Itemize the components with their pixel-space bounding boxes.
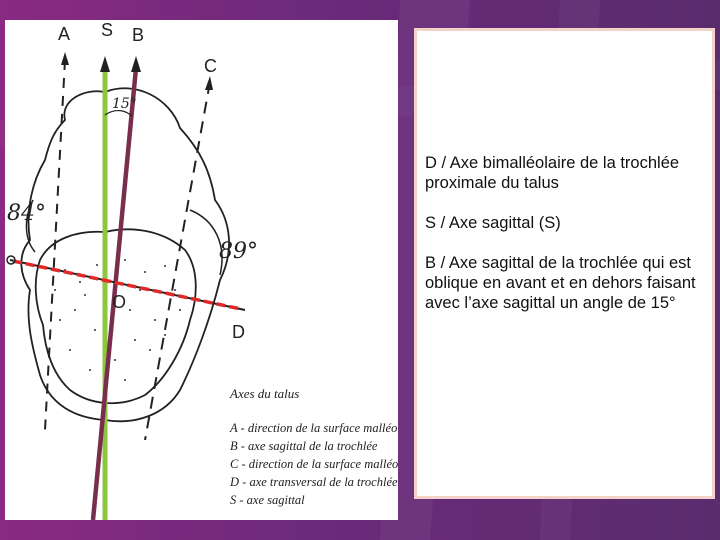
paragraph-s-axis: S / Axe sagittal (S) bbox=[425, 214, 561, 232]
label-s: S bbox=[101, 20, 114, 40]
talus-figure bbox=[5, 20, 398, 520]
angle-15-label: 15° bbox=[112, 96, 137, 112]
angle-89-label: 89° bbox=[219, 239, 258, 264]
legend-item: C - direction de la surface malléo bbox=[230, 457, 398, 471]
label-b: B bbox=[132, 25, 145, 45]
text-body bbox=[425, 153, 710, 333]
legend-item: A - direction de la surface malléo bbox=[230, 421, 398, 435]
paragraph-d-axis: D / Axe bimalléolaire de la trochlée proximale du talus bbox=[425, 154, 680, 192]
legend-item: D - axe transversal de la trochlée bbox=[230, 475, 398, 489]
label-origin: O bbox=[112, 292, 127, 312]
axis-s-arrow bbox=[100, 56, 110, 72]
axis-b-arrow bbox=[131, 56, 141, 72]
right-arc bbox=[190, 210, 222, 275]
axis-a-line bbox=[45, 60, 65, 430]
axis-c-arrow bbox=[205, 76, 213, 90]
text-panel bbox=[414, 28, 715, 499]
legend-item: B - axe sagittal de la trochlée bbox=[230, 439, 378, 453]
label-c: C bbox=[204, 56, 217, 76]
axis-a-arrow bbox=[61, 52, 69, 65]
legend-item: S - axe sagittal bbox=[230, 493, 305, 507]
axis-c-line bbox=[145, 82, 210, 440]
trochlea-region bbox=[36, 229, 196, 403]
angle-84-label: 84° bbox=[7, 201, 46, 226]
label-a: A bbox=[58, 24, 71, 44]
label-d: D bbox=[232, 322, 245, 342]
legend-title: Axes du talus bbox=[230, 386, 300, 401]
talus-outline bbox=[21, 88, 229, 421]
talus-diagram bbox=[5, 20, 398, 520]
paragraph-b-axis: B / Axe sagittal de la trochlée qui est oblique en avant et en dehors faisant avec l’axe sagittal un angle de 15° bbox=[425, 254, 696, 312]
